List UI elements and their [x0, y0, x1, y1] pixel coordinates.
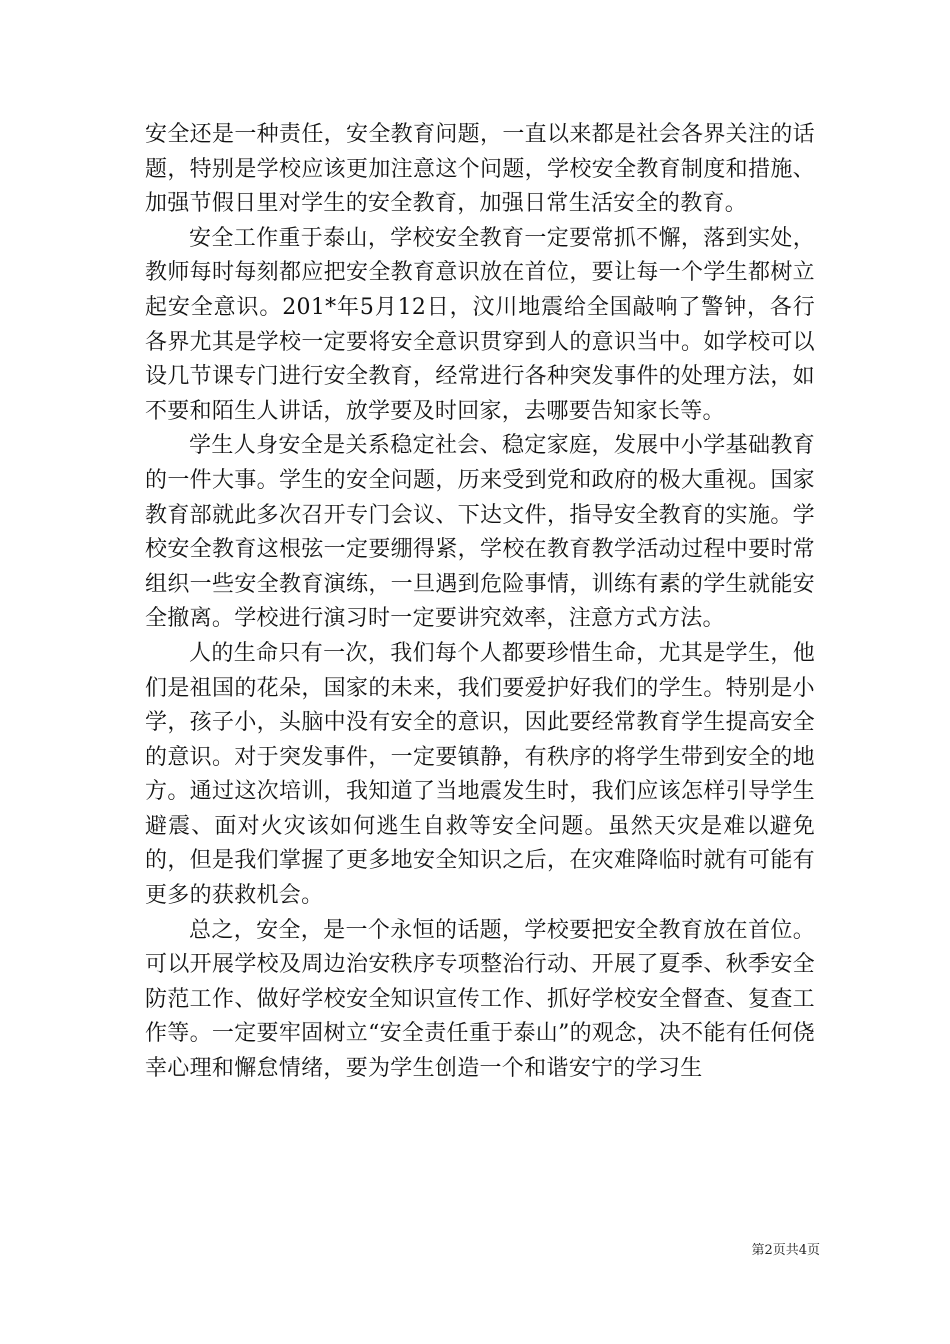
paragraph-1: 安全还是一种责任，安全教育问题，一直以来都是社会各界关注的话题，特别是学校应该更加注意这个问题，学校安全教育制度和措施、加强节假日里对学生的安全教育，加强日常生活安全的教育。 [145, 122, 815, 217]
paragraph-5: 总之，安全，是一个永恒的话题，学校要把安全教育放在首位。可以开展学校及周边治安秩序专项整治行动、开展了夏季、秋季安全防范工作、做好学校安全知识宣传工作、抓好学校安全督查、复查工作等。一定要牢固树立“安全责任重于泰山”的观念，决不能有任何侥幸心理和懈怠情绪，要为学生创造一个和谐安宁的学习生 [145, 917, 815, 1082]
page-number-footer: 第2页共4页 [751, 1243, 820, 1258]
paragraph-3: 学生人身安全是关系稳定社会、稳定家庭，发展中小学基础教育的一件大事。学生的安全问题，历来受到党和政府的极大重视。国家教育部就此多次召开专门会议、下达文件，指导安全教育的实施。学校安全教育这根弦一定要绷得紧，学校在教育教学活动过程中要时常组织一些安全教育演练，一旦遇到危险事情，训练有素的学生就能安全撤离。学校进行演习时一定要讲究效率，注意方式方法。 [145, 433, 815, 632]
document-body [145, 118, 815, 1087]
paragraph-4: 人的生命只有一次，我们每个人都要珍惜生命，尤其是学生，他们是祖国的花朵，国家的未来，我们要爱护好我们的学生。特别是小学，孩子小，头脑中没有安全的意识，因此要经常教育学生提高安全的意识。对于突发事件，一定要镇静，有秩序的将学生带到安全的地方。通过这次培训，我知道了当地震发生时，我们应该怎样引导学生避震、面对火灾该如何逃生自救等安全问题。虽然天灾是难以避免的，但是我们掌握了更多地安全知识之后，在灾难降临时就有可能有更多的获救机会。 [145, 640, 815, 909]
paragraph-2: 安全工作重于泰山，学校安全教育一定要常抓不懈，落到实处，教师每时每刻都应把安全教育意识放在首位，要让每一个学生都树立起安全意识。201*年5月12日，汶川地震给全国敲响了警钟，各行各界尤其是学校一定要将安全意识贯穿到人的意识当中。如学校可以设几节课专门进行安全教育，经常进行各种突发事件的处理方法，如不要和陌生人讲话，放学要及时回家，去哪要告知家长等。 [145, 225, 815, 424]
